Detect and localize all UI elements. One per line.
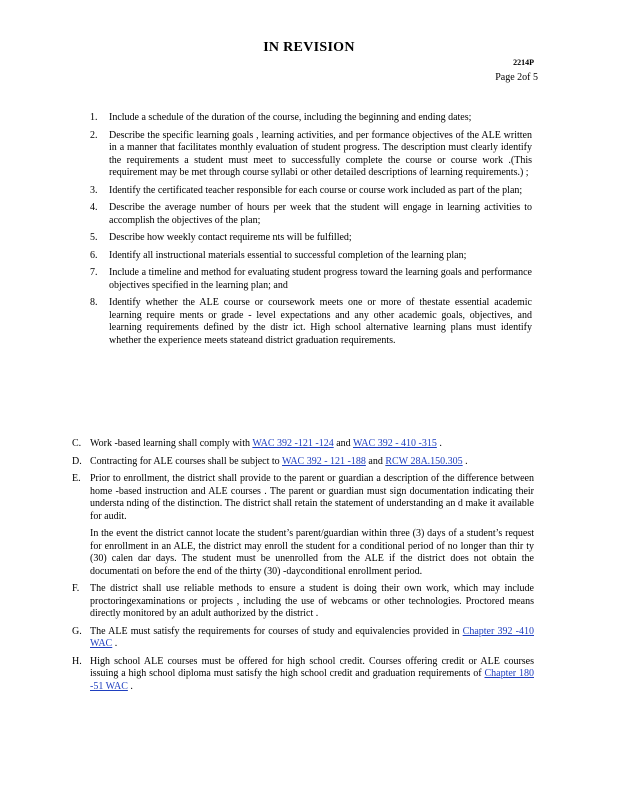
item-number: 2. [90,129,98,141]
section-letter: E. [72,473,81,484]
list-item [90,202,532,227]
item-text: Describe how weekly contact requireme nts will be fulfilled; [109,232,352,243]
section-text: The ALE must satisfy the requirements for courses of study and equivalencies provided in [90,625,463,637]
wac-link[interactable]: WAC 392 -121 -124 [252,438,334,449]
section-f [72,583,534,621]
connector-text: and [365,455,386,467]
section-paragraph: Prior to enrollment, the district shall provide to the parent or guardian a description of the difference between home -based instruction and ALE courses . The parent or guardian must sign documentation indicating their understa nding of the distinction. The district shall retain the statement of understanding an d make it available for audit. [90,473,534,522]
list-item [90,185,532,198]
section-text: Contracting for ALE courses shall be subject to [90,455,282,467]
section-end: . [436,438,442,449]
section-d [72,456,534,469]
numbered-requirements-list [90,112,532,352]
item-number: 1. [90,112,98,123]
section-g [72,626,534,651]
list-item [90,232,532,245]
item-text: Include a timeline and method for evaluating student progress toward the learning goals and performance objectives specified in the learning plan; and [109,267,532,291]
section-text: High school ALE courses must be offered for high school credit. Courses offering credit or ALE courses issuing a high school diploma must satisfy the high school credit and graduation requirements of [90,655,534,679]
chapter-link[interactable]: Chapter 180 -51 WAC [90,668,534,692]
section-letter: C. [72,438,82,449]
list-item [90,267,532,292]
list-item [90,297,532,347]
section-letter: G. [72,625,82,637]
section-paragraph: In the event the district cannot locate the student’s parent/guardian within three (3) days of a student’s request for enrollment in an ALE, the district may enroll the student for a conditional period of no longer than thir ty (30) calen dar days. The student must be unenrolled from the ALE if the district does not obtain the documentati on before the end of the thirty (30) -dayconditional enrollment period. [90,528,534,577]
list-item [90,112,532,125]
lettered-sections-list [72,438,534,698]
section-letter: F. [72,583,80,594]
item-text: Describe the specific learning goals , learning activities, and per formance objectives of the ALE written in a manner that facilitates monthly evaluation of student progress. The description must clearly identify the requirements a student must meet to successfully complete the course or course work .(This requirement may be met through course syllabi or other detailed descriptions of learning requirements.) ; [109,129,532,178]
item-text: Identify all instructional materials essential to successful completion of the learning plan; [109,249,467,261]
item-text: Identify the certificated teacher responsible for each course or course work included as part of the plan; [109,184,523,196]
section-text: Work -based learning shall comply with [90,438,253,449]
section-text: The district shall use reliable methods to ensure a student is doing their own work, which may include proctoringexaminations or projects , including the use of webcams or other technologies. Proctored means directly monitored by an adult authorized by the district . [90,583,534,619]
section-end: . [462,455,468,467]
item-number: 6. [90,249,98,261]
item-text: Describe the average number of hours per week that the student will engage in learning activities to accomplish the objectives of the plan; [109,202,532,226]
page-number: Page 2of 5 [495,72,538,83]
list-item [90,250,532,263]
section-letter: D. [72,455,82,467]
item-number: 8. [90,297,98,308]
item-number: 3. [90,184,98,196]
section-e [72,473,534,578]
wac-link[interactable]: WAC 392 - 121 -188 [282,455,366,467]
item-text: Identify whether the ALE course or coursework meets one or more of thestate essential academic learning require ments or grade - level expectations and any other academic goals, objectives, and learning requirements defined by the distr ict. High school alternative learning plans must identify whether the experience meets stateand district graduation requirements. [109,297,532,346]
item-number: 4. [90,202,98,213]
page-title: IN REVISION [263,40,355,55]
wac-link[interactable]: WAC 392 - 410 -315 [352,438,437,449]
section-c [72,438,534,451]
connector-text: and [333,438,353,449]
item-text: Include a schedule of the duration of the course, including the beginning and ending dates; [109,112,472,123]
item-number: 7. [90,267,98,278]
item-number: 5. [90,232,98,243]
section-end: . [112,638,118,649]
section-letter: H. [72,655,82,667]
policy-number: 2214P [513,58,534,67]
list-item [90,130,532,180]
rcw-link[interactable]: RCW 28A.150.305 [385,455,463,467]
chapter-link[interactable]: Chapter 392 -410 WAC [90,625,534,649]
section-end: . [127,680,133,692]
section-h [72,656,534,694]
